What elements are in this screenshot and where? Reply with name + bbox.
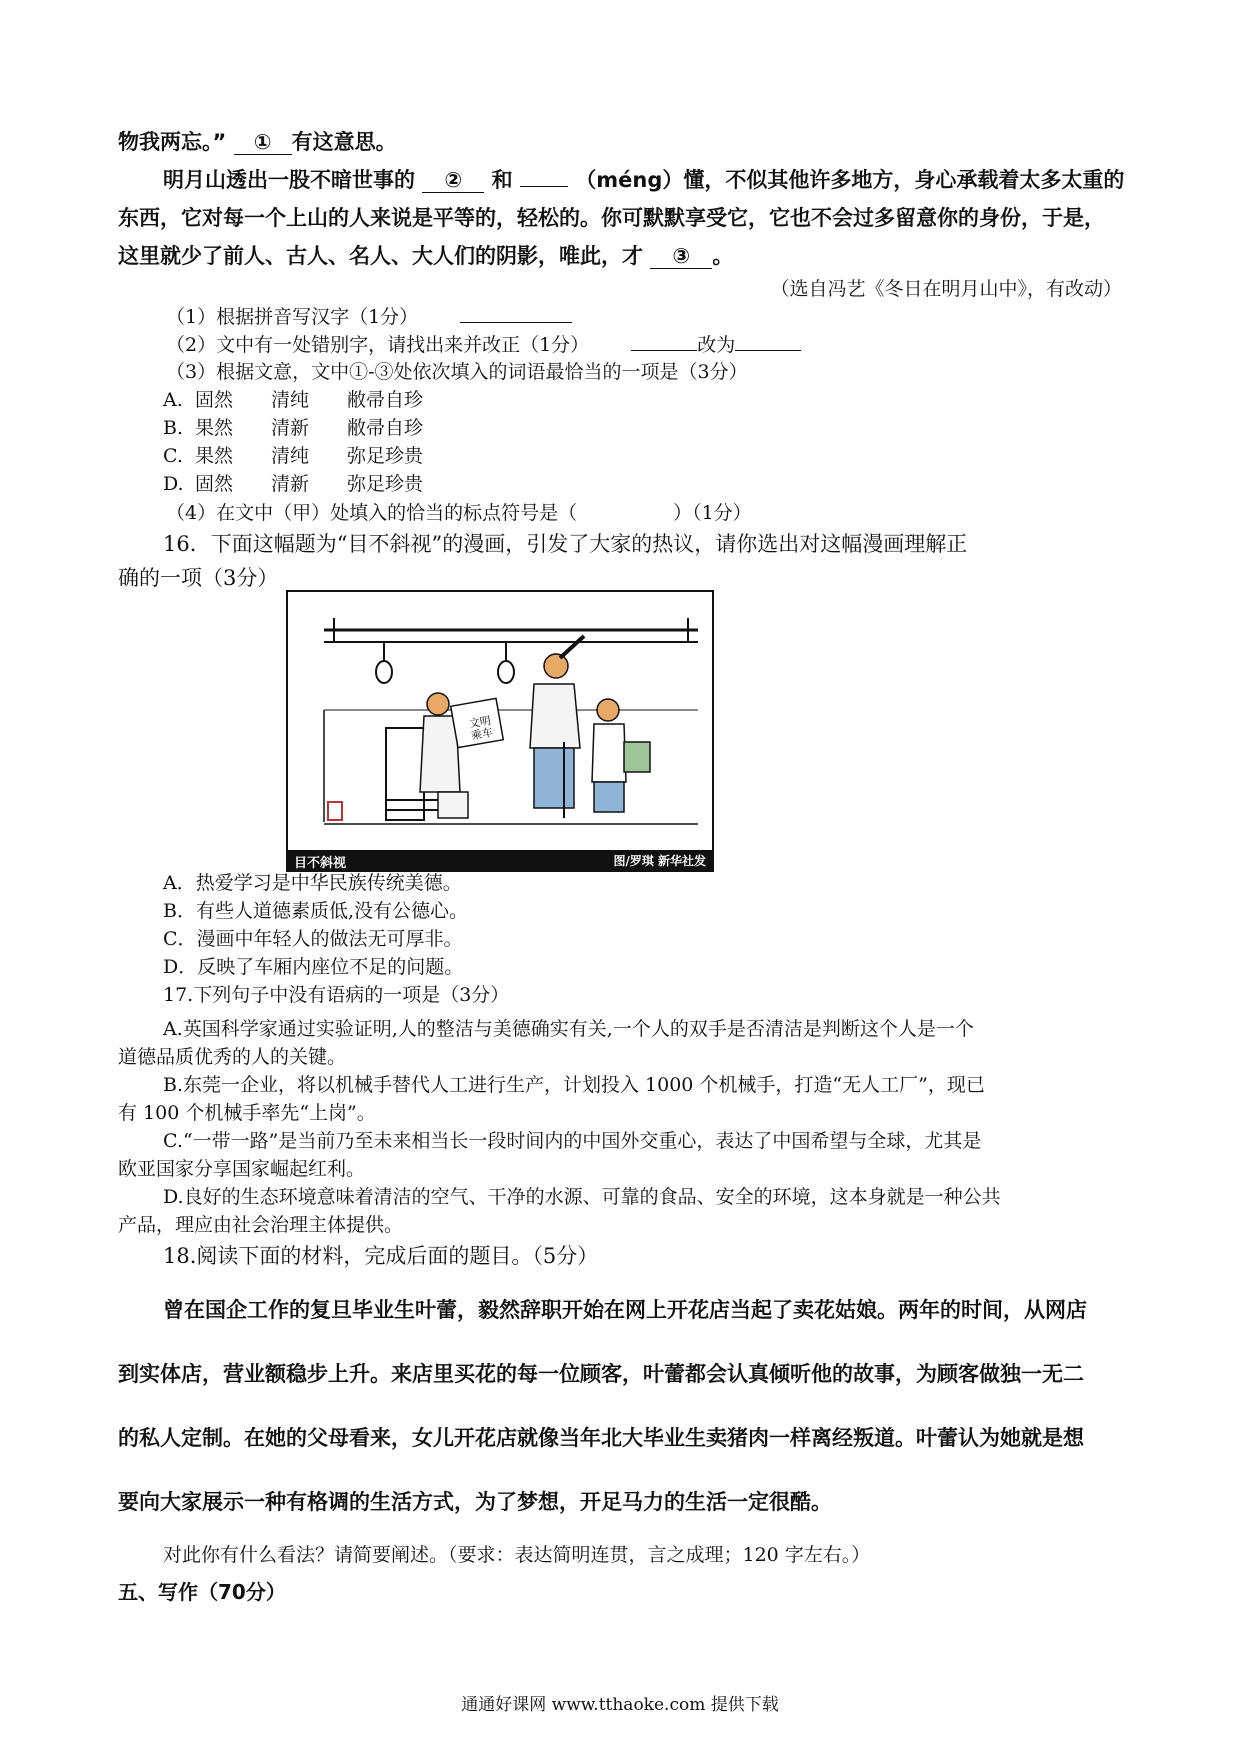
passage-text: 有这意思。 (291, 130, 397, 154)
cartoon-caption-title: 目不斜视 (294, 856, 347, 871)
option-word: 清新 (271, 417, 310, 439)
passage-source: （选自冯艺《冬日在明月山中》，有改动） (770, 278, 1122, 300)
section-5-heading: 五、写作（70分） (118, 1580, 286, 1604)
q18-material-line2: 到实体店，营业额稳步上升。来店里买花的每一位顾客，叶蕾都会认真倾听他的故事，为顾客做独一无二 (118, 1362, 1084, 1386)
q15-sub4-text: ）（1分） (673, 502, 752, 524)
answer-blank (631, 331, 697, 351)
blank-pinyin (520, 165, 568, 187)
passage-text: 明月山透出一股不暗世事的 (163, 168, 415, 192)
option-word: 固然 (195, 389, 234, 411)
answer-blank (460, 303, 572, 323)
q17-option-c-line2: 欧亚国家分享国家崛起红利。 (118, 1158, 366, 1180)
answer-blank (735, 331, 801, 351)
q15-option-b (163, 413, 423, 440)
q18-title: 18.阅读下面的材料，完成后面的题目。（5分） (163, 1244, 599, 1268)
q16-option-b: B．有些人道德素质低,没有公德心。 (163, 900, 469, 922)
passage-line-3 (118, 202, 1105, 232)
q15-sub4-text: （4）在文中（甲）处填入的恰当的标点符号是（ (166, 502, 578, 524)
option-word: 敝帚自珍 (347, 417, 424, 439)
option-word: 弥足珍贵 (347, 445, 424, 467)
q17-option-b-line1: B.东莞一企业，将以机械手替代人工进行生产，计划投入 1000 个机械手，打造“无人工厂”，现已 (163, 1074, 985, 1096)
option-word: 弥足珍贵 (347, 473, 424, 495)
cartoon-caption-credit: 图/罗琪 新华社发 (613, 854, 706, 868)
passage-text: 东西，它对每一个上山的人来说是平等的，轻松的。你可默默享受它，它也不会过多留意你的身份，于是， (118, 206, 1105, 230)
page-footer: 通通好课网 www.tthaoke.com 提供下载 (461, 1695, 779, 1715)
q15-sub1 (166, 302, 572, 329)
q18-material-line3: 的私人定制。在她的父母看来，女儿开花店就像当年北大毕业生卖猪肉一样离经叛道。叶蕾认为她就是想 (118, 1426, 1084, 1450)
q17-option-b-line2: 有 100 个机械手率先“上岗”。 (118, 1102, 376, 1124)
blank-3: ③ (650, 245, 712, 269)
passage-line-1 (118, 126, 397, 156)
option-word: 敝帚自珍 (347, 389, 424, 411)
option-word: 果然 (195, 445, 234, 467)
q16-line-1: 16．下面这幅题为“目不斜视”的漫画，引发了大家的热议，请你选出对这幅漫画理解正 (163, 532, 968, 556)
q17-title: 17.下列句子中没有语病的一项是（3分） (163, 984, 510, 1006)
q15-sub4 (166, 498, 752, 525)
cartoon-sign-text: 文明乘车 (467, 713, 494, 743)
q17-option-a-line2: 道德品质优秀的人的关键。 (118, 1046, 347, 1068)
q16-option-c: C．漫画中年轻人的做法无可厚非。 (163, 928, 463, 950)
blank-2: ② (422, 169, 484, 193)
q15-sub3: （3）根据文意，文中①-③处依次填入的词语最恰当的一项是（3分） (166, 361, 748, 383)
q15-option-c (163, 441, 423, 468)
passage-text: 物我两忘。” (118, 130, 227, 154)
passage-text: 和 (491, 168, 513, 192)
option-label: C. (163, 445, 183, 467)
q16-option-a: A．热爱学习是中华民族传统美德。 (163, 872, 462, 894)
q15-option-a (163, 385, 423, 412)
blank-1: ① (234, 131, 292, 155)
q17-option-d-line2: 产品，理应由社会治理主体提供。 (118, 1214, 404, 1236)
option-label: D. (163, 473, 184, 495)
q18-prompt: 对此你有什么看法？请简要阐述。（要求：表达简明连贯，言之成理；120 字左右。） (163, 1544, 871, 1566)
option-word: 固然 (195, 473, 234, 495)
q18-material-line4: 要向大家展示一种有格调的生活方式，为了梦想，开足马力的生活一定很酷。 (118, 1490, 832, 1514)
q17-option-c-line1: C.“一带一路”是当前乃至未来相当长一段时间内的中国外交重心，表达了中国希望与全球，尤其是 (163, 1130, 982, 1152)
option-label: B. (163, 417, 184, 439)
option-word: 清新 (271, 473, 310, 495)
passage-line-4 (118, 240, 733, 270)
option-label: A. (163, 389, 183, 411)
q17-option-d-line1: D.良好的生态环境意味着清洁的空气、干净的水源、可靠的食品、安全的环境，这本身就是一种公共 (163, 1186, 1001, 1208)
cartoon-image (286, 590, 714, 872)
q15-sub1-text: （1）根据拼音写汉字（1分） (166, 306, 419, 328)
passage-line-2 (163, 164, 1124, 194)
option-word: 果然 (195, 417, 234, 439)
q15-option-d (163, 469, 423, 496)
passage-text: 。 (712, 244, 734, 268)
q15-sub2 (166, 330, 801, 357)
option-word: 清纯 (271, 445, 310, 467)
q16-line-2: 确的一项（3分） (118, 566, 279, 590)
q17-option-a-line1: A.英国科学家通过实验证明,人的整洁与美德确实有关,一个人的双手是否清洁是判断这个人是一个 (163, 1018, 974, 1040)
q16-option-d: D．反映了车厢内座位不足的问题。 (163, 956, 464, 978)
option-word: 清纯 (271, 389, 310, 411)
q15-sub2-label: 改为 (697, 334, 736, 356)
q18-material-line1: 曾在国企工作的复旦毕业生叶蕾，毅然辞职开始在网上开花店当起了卖花姑娘。两年的时间，从网店 (163, 1298, 1087, 1322)
passage-text: （méng）懂，不似其他许多地方，身心承载着太多太重的 (575, 168, 1125, 192)
passage-text: 这里就少了前人、古人、名人、大人们的阴影，唯此，才 (118, 244, 643, 268)
q15-sub2-text: （2）文中有一处错别字，请找出来并改正（1分） (166, 334, 590, 356)
